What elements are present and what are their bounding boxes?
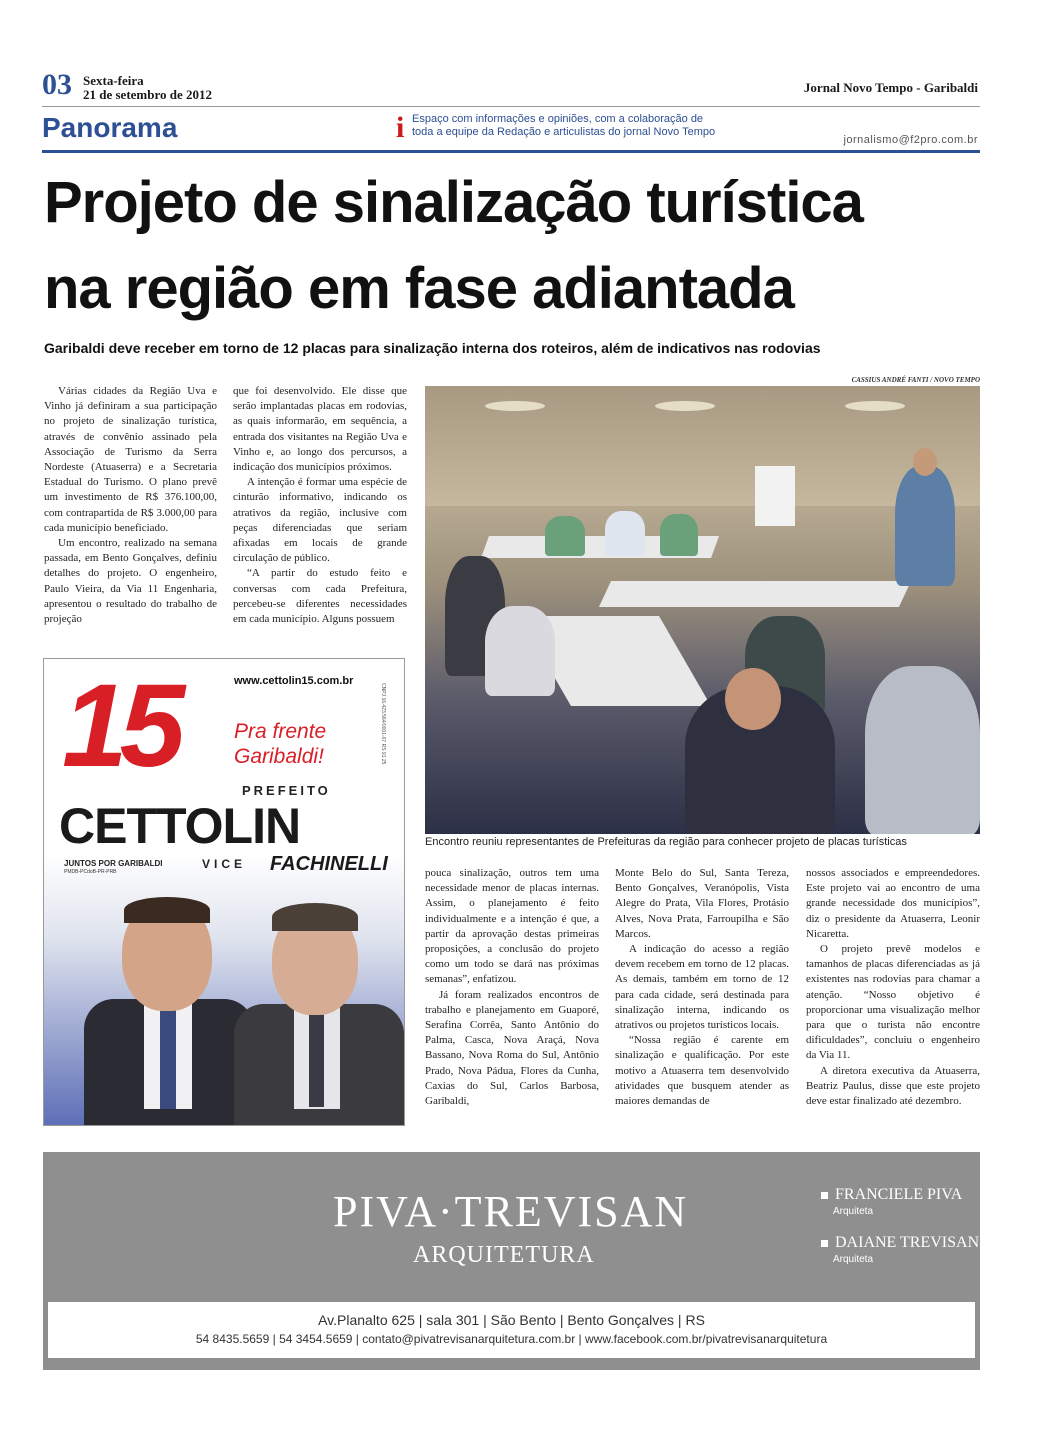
paragraph: A indicação do acesso a região devem recebem em torno de 12 placas. As demais, também em torno de 12 para cada cidade, será destinada para sinalização interna, indicando os atrativos ou projetos turísticos locais. xyxy=(615,943,789,1032)
bullet-icon xyxy=(821,1240,828,1247)
attendee-head xyxy=(725,668,781,730)
paragraph: Já foram realizados encontros de trabalho e planejamento em Guaporé, Serafina Corrêa, Santo Antônio do Palma, Casca, Nova Araçá, Nova Bassano, Nova Roma do Sul, Antônio Prado, Nova Pádua, Flores da Cunha, Caxias do Sul, Carlos Barbosa, Garibaldi, xyxy=(425,988,599,1108)
section-description xyxy=(412,113,792,139)
page-number: 03 xyxy=(42,68,72,101)
ceiling-light xyxy=(485,401,545,411)
attendee xyxy=(660,514,698,556)
paragraph: nossos associados e empreendedores. Este projeto vai ao encontro de uma grande necessidade dos municípios”, diz o presidente da Atuaserra, Leonir Nicaretta. xyxy=(806,867,980,940)
architect-2-name: DAIANE TREVISAN xyxy=(835,1234,980,1251)
article-column-4 xyxy=(615,866,789,1109)
journal-name: Jornal Novo Tempo - Garibaldi xyxy=(803,80,978,95)
weekday: Sexta-feira xyxy=(83,73,144,88)
presenter-head xyxy=(913,448,937,476)
paragraph: Monte Belo do Sul, Santa Tereza, Bento Gonçalves, Veranópolis, Vista Alegre do Prata, Vila Flores, Protásio Alves, Nova Prata, Farroupilha e São Marcos. xyxy=(615,867,789,940)
meeting-table xyxy=(599,581,911,607)
photo-caption: Encontro reuniu representantes de Prefeituras da região para conhecer projeto de placas turísticas xyxy=(425,836,907,848)
candidate-hair xyxy=(124,897,210,923)
candidate-name: CETTOLIN xyxy=(59,798,301,854)
candidate-role: PREFEITO xyxy=(242,783,331,798)
article-column-3 xyxy=(425,866,599,1109)
paragraph: O projeto prevê modelos e tamanhos de placas diferenciadas as já existentes nas rodovias para chamar a atenção. “Nosso objetivo é proporcionar uma visualização melhor para que o turista não encontre dificuldades”, concluiu o engenheiro da Via 11. xyxy=(806,943,980,1062)
header-divider xyxy=(42,106,980,107)
meeting-photo xyxy=(425,386,980,834)
ceiling-light xyxy=(845,401,905,411)
candidate-number: 15 xyxy=(62,660,178,792)
architect-1-role: Arquiteta xyxy=(833,1206,874,1217)
headline-line1: Projeto de sinalização turística xyxy=(44,170,863,235)
date: 21 de setembro de 2012 xyxy=(83,87,213,102)
paragraph: que foi desenvolvido. Ele disse que serão implantadas placas em rodovias, as quais informarão, em sequência, a entrada dos visitantes na Região Uva e Vinho e, ao longo dos percursos, a indicação dos municípios próximos. xyxy=(233,385,407,474)
attendee xyxy=(605,511,645,556)
paragraph: Várias cidades da Região Uva e Vinho já definiram a sua participação no projeto de sinalização turística, através de convênio assinado pela Associação de Turismo da Serra Nordeste (Atuaserra) e a Secretaria Estadual do Turismo. O plano prevê um investimento de R$ 376.100,00, com contrapartida de R$ 3.000,00 para cada município beneficiado. xyxy=(44,385,217,534)
architect-1 xyxy=(821,1186,962,1204)
vice-label: VICE xyxy=(202,857,247,871)
ceiling-light xyxy=(655,401,715,411)
issue-date xyxy=(83,74,212,102)
slogan-line1: Pra frente xyxy=(234,720,327,743)
coalition-parties: PMDB-PCdoB-PR-PRB xyxy=(64,869,117,875)
paragraph: pouca sinalização, outros tem uma necessidade menor de placas internas. Assim, o planejamento é feito individualmente e a intenção é que, a partir da aprovação destas primeiras proposições, a conclusão do projeto como um todo se dará nas próximas semanas”, enfatizou. xyxy=(425,867,599,986)
presenter xyxy=(895,466,955,586)
paragraph: A diretora executiva da Atuaserra, Beatriz Paulus, disse que este projeto deve estar finalizado até dezembro. xyxy=(806,1064,980,1108)
contact-box xyxy=(48,1302,975,1358)
paragraph: “A partir do estudo feito e conversas com cada Prefeitura, percebeu-se diferentes necessidades em cada município. Alguns possuem xyxy=(233,567,407,626)
article-column-5 xyxy=(806,866,980,1109)
architect-1-name: FRANCIELE PIVA xyxy=(835,1186,963,1203)
contact-info[interactable]: 54 8435.5659 | 54 3454.5659 | contato@pivatrevisanarquitetura.com.br | www.facebook.com.br/pivatrevisanarquitetura xyxy=(195,1332,828,1346)
photo-credit: CASSIUS ANDRÉ FANTI / NOVO TEMPO xyxy=(851,376,980,384)
paragraph: Um encontro, realizado na semana passada, em Bento Gonçalves, definiu detalhes do projeto. O engenheiro, Paulo Vieira, da Via 11 Engenharia, apresentou o resultado do trabalho de projeção xyxy=(44,537,217,626)
attendee xyxy=(865,666,980,834)
attendee xyxy=(485,606,555,696)
vice-tie xyxy=(309,1011,324,1107)
vice-hair xyxy=(272,903,358,931)
campaign-registration: CNPJ 16.423.564/0001-07 RS 91.25 xyxy=(380,683,386,765)
campaign-slogan xyxy=(234,719,326,769)
vice-name: FACHINELLI xyxy=(270,853,388,875)
candidate-tie xyxy=(160,1009,176,1109)
campaign-ad[interactable] xyxy=(43,658,405,1126)
article-column-2 xyxy=(233,384,407,627)
bullet-icon xyxy=(821,1192,828,1199)
flipchart xyxy=(755,466,795,526)
section-title: Panorama xyxy=(42,112,178,143)
architecture-ad[interactable] xyxy=(43,1152,980,1370)
subheadline: Garibaldi deve receber em torno de 12 placas para sinalização interna dos roteiros, além de indicativos nas rodovias xyxy=(44,340,821,356)
section-divider xyxy=(42,150,980,153)
architect-2-role: Arquiteta xyxy=(833,1254,874,1265)
attendee xyxy=(545,516,585,556)
brand-name: PIVA·TREVISAN xyxy=(333,1187,689,1236)
coalition-name: JUNTOS POR GARIBALDI xyxy=(64,859,163,868)
paragraph: “Nossa região é carente em sinalização e qualificação. Por este motivo a Atuaserra tem desenvolvido atividades que busquem atender as maiores demandas de xyxy=(615,1034,789,1108)
info-icon: i xyxy=(396,111,405,144)
section-description-line2: toda a equipe da Redação e articulistas do jornal Novo Tempo xyxy=(412,126,716,138)
address: Av.Planalto 625 | sala 301 | São Bento | Bento Gonçalves | RS xyxy=(318,1312,705,1328)
brand-subtitle: ARQUITETURA xyxy=(413,1242,595,1268)
article-column-1 xyxy=(44,384,217,627)
headline-line2: na região em fase adiantada xyxy=(44,256,794,321)
paragraph: A intenção é formar uma espécie de cinturão informativo, indicando os atrativos da região, inclusive com peças diferenciadas que seriam afixadas em locais de grande circulação de público. xyxy=(233,476,407,565)
slogan-line2: Garibaldi! xyxy=(234,745,324,768)
campaign-url[interactable]: www.cettolin15.com.br xyxy=(234,675,354,687)
headline xyxy=(44,160,994,332)
section-description-line1: Espaço com informações e opiniões, com a colaboração de xyxy=(412,113,704,125)
architect-2 xyxy=(821,1234,979,1252)
contact-email[interactable]: jornalismo@f2pro.com.br xyxy=(843,134,978,146)
